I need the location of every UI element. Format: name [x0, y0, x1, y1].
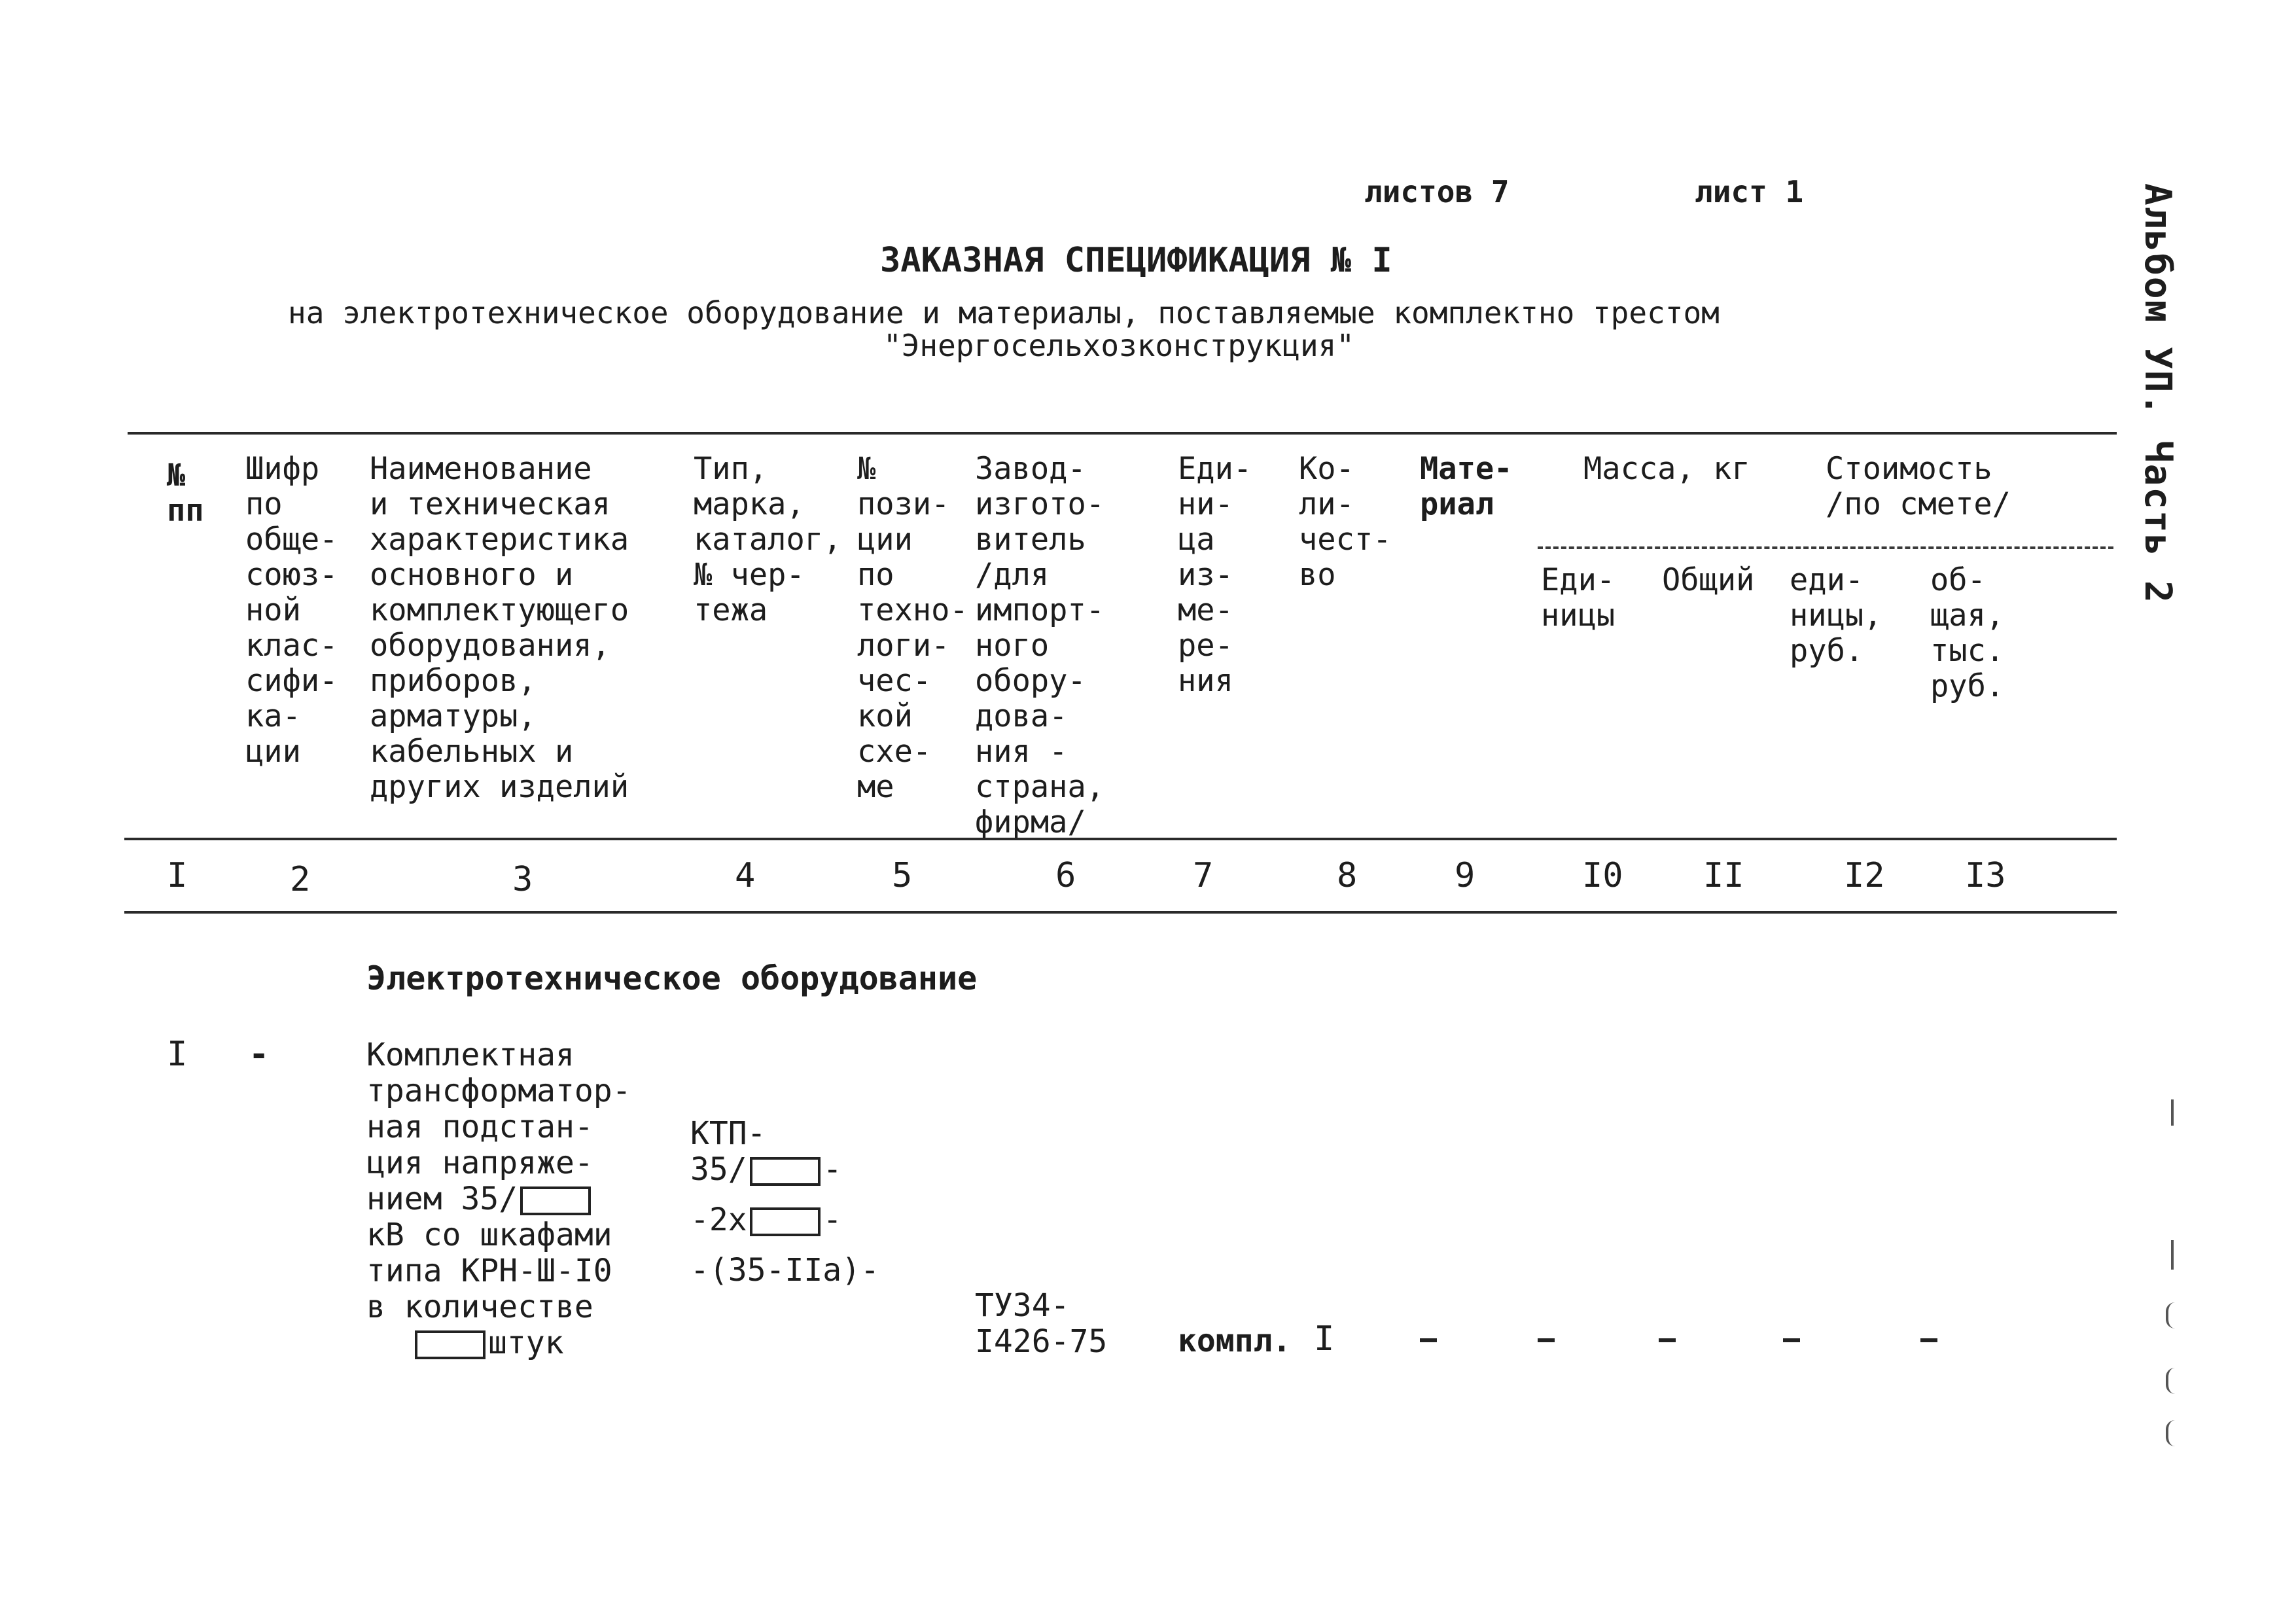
- row-mass-total-dash: [1659, 1338, 1676, 1342]
- col-header-4: Тип, марка, каталог, № чер- тежа: [694, 451, 842, 628]
- col-header-10: Еди- ницы: [1541, 562, 1616, 633]
- row-name-line-3: ная подстан-: [366, 1109, 593, 1145]
- col-header-9: Мате- риал: [1420, 451, 1513, 522]
- row-type-line-4: -(35-IIa)-: [690, 1252, 879, 1289]
- row-type-line-3: [690, 1202, 879, 1238]
- row-type-voltage: 35/: [690, 1151, 747, 1188]
- edge-mark-1: [2171, 1099, 2174, 1126]
- spec-title: ЗАКАЗНАЯ СПЕЦИФИКАЦИЯ № I: [880, 241, 1392, 280]
- sheets-count: листов 7: [1364, 174, 1510, 209]
- table-top-rule: [128, 432, 2117, 435]
- row-type-line-2: [690, 1152, 879, 1188]
- row-name-line-9: [366, 1325, 631, 1361]
- row-name-line-5: [366, 1181, 631, 1217]
- row-material-dash: [1420, 1338, 1437, 1342]
- numbers-top-rule: [124, 838, 2117, 840]
- row-maker: ТУ34- I426-75: [975, 1287, 1108, 1360]
- col-number-11: II: [1703, 856, 1744, 895]
- col-header-7: Еди- ни- ца из- ме- ре- ния: [1178, 451, 1252, 699]
- blank-voltage-box: [520, 1186, 591, 1215]
- spec-subtitle: на электротехническое оборудование и материалы, поставляемые комплектно трестом: [288, 295, 1720, 330]
- col-header-6: Завод- изгото- витель /для импорт- ного обору- дова- ния - страна, фирма/: [975, 451, 1105, 840]
- col-header-8: Ко- ли- чест- во: [1299, 451, 1392, 593]
- col-number-10: I0: [1582, 856, 1623, 895]
- edge-mark-5: [2166, 1420, 2180, 1446]
- col-header-12: еди- ницы, руб.: [1790, 562, 1882, 669]
- col-header-11: Общий: [1662, 562, 1755, 598]
- blank-count-box: [415, 1330, 486, 1359]
- row-type-cabinets: -2х: [690, 1202, 747, 1238]
- row-name-line-7: типа КРН-Ш-I0: [366, 1253, 612, 1289]
- row-name-units: штук: [488, 1325, 564, 1361]
- col-number-7: 7: [1193, 856, 1214, 895]
- col-number-5: 5: [892, 856, 913, 895]
- col-number-13: I3: [1965, 856, 2006, 895]
- blank-type-voltage-box: [750, 1157, 821, 1186]
- row-name-line-6: кВ со шкафами: [366, 1217, 612, 1253]
- row-name-voltage: нием 35/: [366, 1181, 518, 1217]
- col-header-13: об- щая, тыс. руб.: [1930, 562, 2005, 704]
- row-name-line-1: Комплектная: [366, 1037, 574, 1073]
- row-type-dash-2: -: [822, 1202, 842, 1238]
- row-unit: компл.: [1178, 1323, 1292, 1359]
- section-title: Электротехническое оборудование: [366, 959, 978, 997]
- row-name-line-8: в количестве: [366, 1289, 593, 1325]
- row-type-line-1: КТП-: [690, 1115, 766, 1152]
- row-cost-total-dash: [1920, 1338, 1937, 1342]
- col-number-9: 9: [1455, 856, 1475, 895]
- col-number-4: 4: [735, 856, 756, 895]
- row-name-line-2: трансформатор-: [366, 1073, 631, 1109]
- col-header-2: Шифр по обще- союз- ной клас- сифи- ка- ции: [245, 451, 338, 770]
- col-header-mass: Масса, кг: [1583, 451, 1750, 487]
- col-header-1: № пп: [167, 457, 204, 529]
- col-number-1: I: [167, 856, 188, 895]
- row-mass-unit-dash: [1538, 1338, 1555, 1342]
- row-code: -: [249, 1035, 270, 1074]
- row-cost-unit-dash: [1783, 1338, 1800, 1342]
- spec-trust-name: "Энергосельхозконструкция": [883, 328, 1355, 363]
- album-side-note: Альбом УП. Часть 2: [2136, 183, 2179, 604]
- row-type: [690, 1116, 879, 1289]
- row-name-line-4: ция напряже-: [366, 1145, 593, 1181]
- sheet-number: лист 1: [1695, 174, 1804, 209]
- col-header-cost: Стоимость /по смете/: [1826, 451, 2011, 522]
- numbers-bottom-rule: [124, 911, 2117, 914]
- mass-cost-subrule: [1538, 546, 2113, 549]
- row-number: I: [167, 1035, 188, 1074]
- col-header-5: № пози- ции по техно- логи- чес- кой схе- ме: [857, 451, 968, 805]
- col-header-3: Наименование и техническая характеристика основного и комплектующего оборудования, приборов, арматуры, кабельных и других изделий: [370, 451, 629, 805]
- edge-mark-4: [2166, 1368, 2180, 1394]
- col-number-2: 2: [290, 860, 311, 899]
- col-number-8: 8: [1337, 856, 1358, 895]
- col-number-6: 6: [1055, 856, 1076, 895]
- row-type-dash-1: -: [822, 1151, 842, 1188]
- edge-mark-2: [2171, 1240, 2174, 1270]
- blank-type-count-box: [750, 1207, 821, 1236]
- col-number-12: I2: [1844, 856, 1885, 895]
- row-quantity: I: [1314, 1319, 1335, 1359]
- col-number-3: 3: [512, 860, 533, 899]
- edge-mark-3: [2166, 1302, 2180, 1329]
- row-name: [366, 1037, 631, 1361]
